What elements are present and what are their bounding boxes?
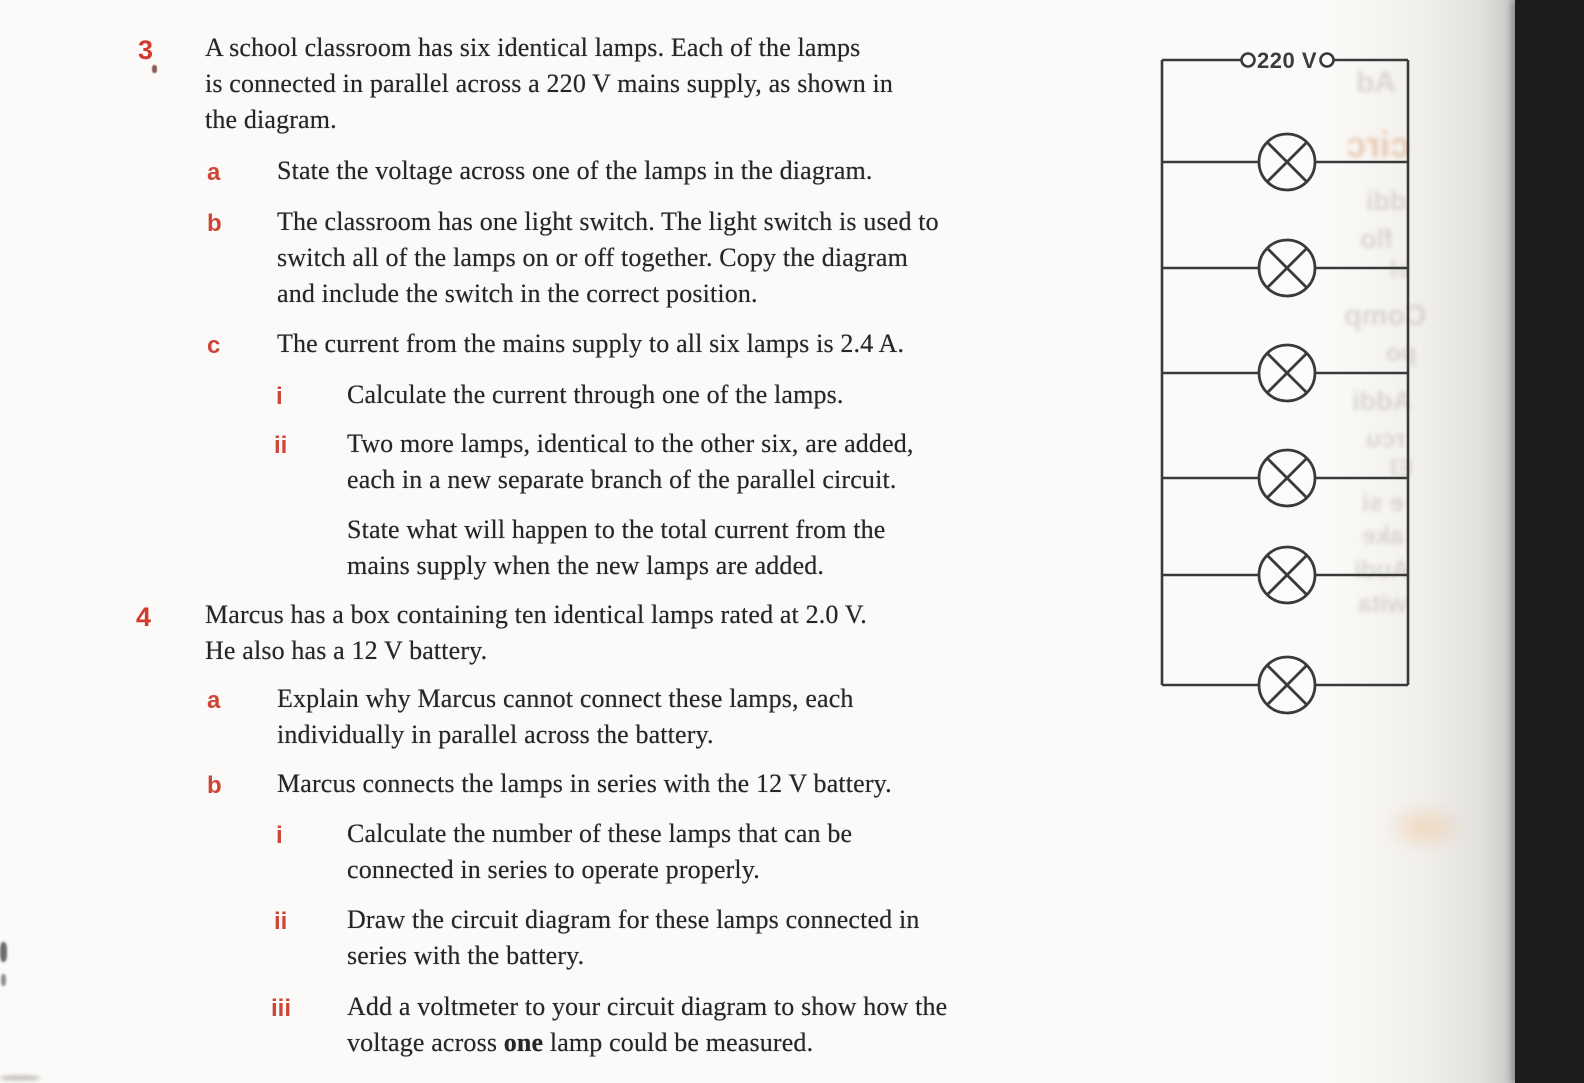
question-text-line: Calculate the current through one of the lamps. xyxy=(347,380,844,409)
question-text-line: State the voltage across one of the lamps in the diagram. xyxy=(277,156,873,185)
bold-word-one: one xyxy=(503,1028,544,1057)
question-text-line: The classroom has one light switch. The light switch is used to xyxy=(277,207,939,236)
question-text-line: series with the battery. xyxy=(347,941,585,970)
print-bleed-text: circ xyxy=(1346,124,1411,165)
print-bleed-orange-blob xyxy=(1382,800,1468,854)
question-text-line: and include the switch in the correct position. xyxy=(277,279,758,308)
supply-terminal-icon xyxy=(1242,54,1255,67)
question-text-line: Draw the circuit diagram for these lamps connected in xyxy=(347,905,920,934)
item-4b-marker: b xyxy=(207,772,222,799)
question-3c-text xyxy=(277,326,904,362)
scan-edge-mark xyxy=(0,942,7,962)
print-bleed-text: Ad xyxy=(1356,66,1396,99)
question-text-line: the diagram. xyxy=(205,105,337,134)
question-text-line: Explain why Marcus cannot connect these lamps, each xyxy=(277,684,854,713)
supply-terminal-icon xyxy=(1321,54,1334,67)
question-4bi-text xyxy=(347,816,852,888)
question-4biii-text xyxy=(347,989,947,1061)
print-bleed-text: ake xyxy=(1362,522,1404,550)
scan-edge-streak xyxy=(0,1076,40,1080)
lamp-icon xyxy=(1259,657,1315,713)
item-cii-marker: ii xyxy=(274,432,288,459)
question-3cii-paragraph-2 xyxy=(347,512,885,584)
question-text-line: mains supply when the new lamps are added. xyxy=(347,551,825,580)
item-4a-marker: a xyxy=(207,687,221,714)
question-3a-text xyxy=(277,153,873,189)
question-4-intro xyxy=(205,597,867,669)
print-bleed-text: rcu xyxy=(1366,425,1405,453)
parallel-circuit-diagram xyxy=(1120,20,1540,760)
lamp-icon xyxy=(1259,450,1315,506)
question-text-line: Marcus has a box containing ten identical lamps rated at 2.0 V. xyxy=(205,600,867,629)
question-text-line: Marcus connects the lamps in series with the 12 V battery. xyxy=(277,769,892,798)
lamp-icon xyxy=(1259,345,1315,401)
question-3cii-text xyxy=(347,426,914,498)
text-segment: lamp could be measured. xyxy=(543,1028,814,1057)
print-bleed-text: flo xyxy=(1360,224,1393,254)
question-text-line: switch all of the lamps on or off together. Copy the diagram xyxy=(277,243,908,272)
question-3-intro xyxy=(205,30,893,138)
print-bleed-text: Comp xyxy=(1344,300,1427,332)
question-text-line: connected in series to operate properly. xyxy=(347,855,760,884)
item-4bi-marker: i xyxy=(276,822,283,849)
question-3b-text xyxy=(277,204,939,312)
print-bleed-text: el xyxy=(1390,257,1411,284)
lamp-icon xyxy=(1259,547,1315,603)
question-text-line: is connected in parallel across a 220 V mains supply, as shown in xyxy=(205,69,894,98)
question-text-line: A school classroom has six identical lamps. Each of the lamps xyxy=(205,33,861,62)
print-bleed-text: El xyxy=(1390,455,1413,482)
print-bleed-text: Audi xyxy=(1354,556,1410,584)
print-bleed-text: po xyxy=(1386,339,1417,367)
question-text-line: The current from the mains supply to all six lamps is 2.4 A. xyxy=(277,329,905,358)
question-4bii-text xyxy=(347,902,920,974)
print-bleed-text: e si xyxy=(1362,489,1404,517)
scan-black-bar xyxy=(1515,0,1584,1083)
question-text-line: Add a voltmeter to your circuit diagram to show how the xyxy=(347,992,948,1021)
print-bleed-text: wita xyxy=(1358,590,1407,618)
item-4biii-marker: iii xyxy=(271,995,292,1022)
question-3-number: 3 xyxy=(138,35,154,65)
question-3ci-text xyxy=(347,377,844,413)
question-text-line: each in a new separate branch of the parallel circuit. xyxy=(347,465,897,494)
item-4bii-marker: ii xyxy=(274,908,288,935)
lamp-icon xyxy=(1259,134,1315,190)
item-ci-marker: i xyxy=(276,383,283,410)
question-4-number: 4 xyxy=(136,602,152,632)
print-bleed-text: ddi xyxy=(1366,186,1407,216)
lamp-icon xyxy=(1259,240,1315,296)
print-bleed-text: Addi xyxy=(1352,386,1412,416)
question-text-line xyxy=(347,1025,947,1061)
question-4a-text xyxy=(277,681,854,753)
scan-edge-mark xyxy=(1,974,6,986)
lamp-branches xyxy=(1162,134,1411,713)
text-segment: voltage across xyxy=(347,1028,504,1057)
question-text-line: Calculate the number of these lamps that can be xyxy=(347,819,853,848)
question-4b-text xyxy=(277,766,892,802)
item-b-marker: b xyxy=(207,210,222,237)
question-text-line: State what will happen to the total current from the xyxy=(347,515,886,544)
question-text-line: Two more lamps, identical to the other six, are added, xyxy=(347,429,914,458)
question-text-line: He also has a 12 V battery. xyxy=(205,636,488,665)
item-c-marker: c xyxy=(207,332,221,359)
supply-voltage-label: 220 V xyxy=(1257,48,1317,73)
question-text-line: individually in parallel across the battery. xyxy=(277,720,714,749)
item-a-marker: a xyxy=(207,159,221,186)
